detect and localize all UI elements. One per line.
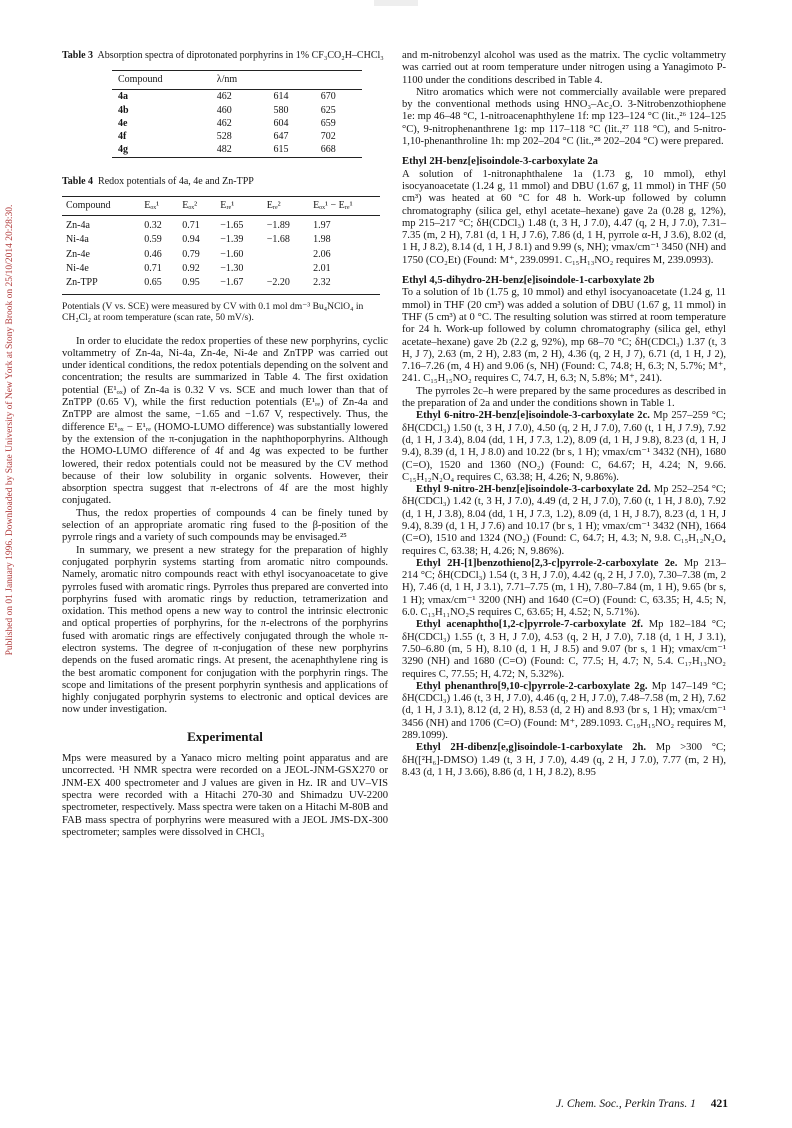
download-notice-text: Published on 01 January 1996. Downloaded by State University of New York at Stony Brook on 25/10/2014 20:28:30. — [5, 204, 15, 656]
table4 — [62, 196, 380, 295]
compound-data: Mp 252–254 °C; δH(CDCl₃) 1.42 (t, 3 H, J 7.0), 4.49 (d, 2 H, J 7.0), 7.60 (t, 1 H, J 8.0), 7.92 (d, 1 H, J 3.8), 8.04 (dd, 1 H, J 7.3, 1.2), 8.09 (d, 1 H, J 8.7), 8.23 (d, 1 H, J 9.4), 8.39 (d, 1 H, J 7.6) and 10.17 (br s, 1 H); νmax/cm⁻¹ 3432 (NH), 1664 (C=O), 1510 and 1324 (NO₂) (Found: C, 64.7; H, 4.3; N, 9.8. C₁₅H₁₂N₂O₄ requires C, 63.38; H, 4.26; N, 9.86%). — [402, 484, 726, 557]
table4-cell: 0.71 — [144, 262, 162, 274]
compound-name: Ethyl phenanthro[9,10-c]pyrrole-2-carboxylate 2g. — [416, 680, 648, 692]
body-paragraph: In summary, we present a new strategy for the preparation of highly conjugated porphyrin systems starting from aromatic nitro compounds. Namely, aromatic nitro compounds react with ethyl isocyanoacetate to give pyrroles fused with aromatic rings. Pyrroles thus prepared are converted into porphyrins fused with aromatic rings by reduction, tetramerization and oxidation. This method opens a new way to control the intrinsic electronic and optical properties of porphyrins, for the π-electrons of the porphyrins fused with aromatic rings are effectively conjugated through the whole π-electron systems. The degree of π-conjugation of these new porphyrins depends on the fused aromatic rings. At present, the acenaphthylene ring is the best aromatic component for conjugation with the porphyrin rings. The scope and limitations of the present porphyrin synthesis and applications of highly conjugated porphyrin systems to electronic and optical devices are now under investigation. — [62, 544, 388, 716]
compound-data: Mp 257–259 °C; δH(CDCl₃) 1.50 (t, 3 H, J 7.0), 4.50 (q, 2 H, J 7.0), 7.60 (t, 1 H, J 7.9), 7.92 (d, 1 H, J 3.4), 8.04 (dd, 1 H, J 7.3, 1.2), 8.09 (d, 1 H, J 9.8), 8.23 (d, 1 H, J 9.4), 8.39 (d, 1 H, J 8.0) and 10.22 (br s, 1 H); νmax/cm⁻¹ 3432 (NH), 1680 (C=O), 1520 and 1360 (NO₂) (Found: C, 64.67; H, 4.24; N, 9.66. C₁₅H₁₂N₂O₄ requires C, 63.38; H, 4.26; N, 9.86%). — [402, 410, 726, 483]
table3-cell: 460 — [216, 104, 232, 116]
table4-compound: Ni-4e — [66, 262, 89, 274]
download-notice — [3, 200, 17, 660]
section-text-2a: A solution of 1-nitronaphthalene 1a (1.73 g, 10 mmol), ethyl isocyanoacetate (1.24 g, 11 mmol) and DBU (1.67 g, 11 mmol) in THF (50 cm³) was heated at 60 °C for 48 h. Work-up followed by column chromatography (silica gel, ethyl acetate–hexane) gave 2a (0.28 g, 12%), mp 215–217 °C; δH(CDCl₃) 1.48 (t, 3 H, J 7.0), 4.47 (q, 2 H, J 7.0), 7.31–7.35 (m, 2 H), 7.81 (d, 1 H, J 7.6), 7.86 (d, 1 H, pyrrole α-H, J 3.6), 8.02 (d, 1 H, J 8.2), 8.14 (d, 1 H, J 8.1) and 9.99 (s, NH); νmax/cm⁻¹ 3450 (NH) and 1750 (CO₂Et) (Found: M⁺, 239.0991. C₁₅H₁₃NO₂ requires M, 239.0993). — [402, 168, 726, 266]
table4-cell: −2.20 — [266, 277, 290, 289]
section-text-2b-note: The pyrroles 2c–h were prepared by the same procedures as described in the preparation of 2a and under the conditions shown in Table 1. — [402, 385, 726, 410]
table4-cell — [263, 248, 309, 262]
table3-row — [112, 104, 362, 117]
table3-cell: 702 — [320, 131, 336, 143]
section-heading-2a: Ethyl 2H-benz[e]isoindole-3-carboxylate 2a — [402, 156, 598, 168]
table3-header-cell — [315, 71, 362, 90]
compound-paragraph — [402, 681, 726, 742]
table4-compound: Zn-4a — [66, 220, 90, 232]
table4-header-cell: Eₒₓ¹ — [144, 199, 160, 211]
table3-compound: 4a — [118, 91, 128, 103]
table4-cell: 0.59 — [144, 234, 162, 246]
right-column — [402, 50, 726, 779]
compound-paragraph — [402, 742, 726, 779]
table4-header-cell: Compound — [66, 199, 111, 211]
table4-cell: −1.65 — [220, 220, 244, 232]
table4-cell: 0.32 — [144, 220, 162, 232]
table4-cell: −1.60 — [220, 248, 244, 260]
table4-cell: 0.95 — [182, 277, 200, 289]
compound-paragraph — [402, 558, 726, 619]
table4-header-cell: Eᵣₑ² — [266, 199, 281, 211]
compound-paragraph — [402, 410, 726, 484]
table3-cell: 604 — [273, 117, 289, 129]
compound-name: Ethyl acenaphtho[1,2-c]pyrrole-7-carboxylate 2f. — [416, 619, 644, 631]
table4-cell: −1.68 — [266, 234, 290, 246]
table3-compound: 4e — [118, 117, 128, 129]
top-edge-mark — [374, 0, 418, 6]
compound-data: Mp 213–214 °C; δH(CDCl₃) 1.54 (t, 3 H, J 7.0), 4.42 (q, 2 H, J 7.0), 7.30–7.38 (m, 2 H), 7.46 (d, 1 H, J 3.1), 7.71–7.75 (m, 1 H), 7.80–7.84 (m, 1 H), 9.65 (br s, 1 H); νmax/cm⁻¹ 3200 (NH) and 1640 (C=O) (Found: C, 63.35; H, 4.5; N, 6.0. C₁₃H₁₁NO₂S requires C, 63.65; H, 4.52; N, 5.71%). — [402, 557, 726, 619]
table3-header-cell — [267, 71, 314, 90]
table3-cell: 580 — [273, 104, 289, 116]
journal-name: J. Chem. Soc., Perkin Trans. 1 — [555, 1098, 696, 1110]
table4-cell: 0.79 — [182, 248, 200, 260]
table3-cell: 462 — [216, 91, 232, 103]
table4-cell: 2.32 — [313, 277, 331, 289]
table4-cell: 1.98 — [313, 234, 331, 246]
table4-cell: −1.39 — [220, 234, 244, 246]
compound-name: Ethyl 6-nitro-2H-benz[e]isoindole-3-carboxylate 2c. — [416, 410, 650, 422]
table4-compound: Zn-TPP — [66, 277, 98, 289]
table3-row — [112, 90, 362, 104]
compound-name: Ethyl 9-nitro-2H-benz[e]isoindole-3-carboxylate 2d. — [416, 484, 651, 496]
table3-cell: 625 — [320, 104, 336, 116]
table4-row — [62, 262, 380, 276]
table3-header-cell: λ/nm — [216, 74, 238, 85]
table4-cell: −1.89 — [266, 220, 290, 232]
table3-caption: Table 3 Absorption spectra of diprotonated porphyrins in 1% CF₃CO₂H–CHCl₃ — [62, 50, 384, 61]
table3-row — [112, 143, 362, 157]
table4-compound: Zn-4e — [66, 248, 90, 260]
table3-cell: 462 — [216, 117, 232, 129]
body-paragraph: In order to elucidate the redox properties of these new porphyrins, cyclic voltammetry of Zn-4a, Ni-4a, Zn-4e, Ni-4e and ZnTPP was carried out under identical conditions, the redox potentials depending on the solvent and concentration; the results are summarized in Table 4. The first oxidation potential (E¹ₒₓ) of Zn-4a is 0.32 V vs. SCE and much lower than that of ZnTPP (0.65 V), while the first reduction potentials (E¹ᵣₑ) of Zn-4a and ZnTPP are almost the same, −1.65 and −1.67 V, respectively. Thus, the difference E¹ₒₓ − E¹ᵣₑ (HOMO-LUMO difference) was substantially lowered by the extension of the π-conjugation in the naphthoporphyrins. Although the HOMO-LUMO difference of 4f and 4g was expected to be further lowered, their redox potentials could not be measured by the CV method because of their low solubility in organic solvents. However, their absorption spectra suggest that π-electrons of 4f are the most highly conjugated. — [62, 335, 388, 507]
table3 — [112, 70, 362, 158]
table4-header-cell: Eᵣₑ¹ — [220, 199, 235, 211]
body-paragraph: Nitro aromatics which were not commercially available were prepared by the conventional methods using HNO₃–Ac₂O. 3-Nitrobenzothiophene 1e: mp 46–48 °C, 1-nitroacenaphthylene 1f: mp 123–124 °C (lit.,²⁶ 124–125 °C), 9-nitrophenanthrene 1g: mp 117–118 °C (lit.,²⁷ 118 °C), and 5-nitro-1,10-phenanthroline 1h: mp 202–204 °C (lit.,²⁸ 202–204 °C) were prepared. — [402, 86, 726, 148]
table4-row — [62, 233, 380, 247]
table4-cell: 0.71 — [182, 220, 200, 232]
table4-compound: Ni-4a — [66, 234, 89, 246]
compound-name: Ethyl 2H-dibenz[e,g]isoindole-1-carboxylate 2h. — [416, 742, 647, 754]
compound-data: Mp 147–149 °C; δH(CDCl₃) 1.46 (t, 3 H, J 7.0), 4.46 (q, 2 H, J 7.0), 7.48–7.58 (m, 2 H), 7.62 (d, 1 H, J 3.1), 8.12 (d, 2 H), 8.53 (d, 2 H) and 8.93 (br s, 1 H); νmax/cm⁻¹ 3456 (NH) and 1706 (C=O) (Found: M⁺, 289.1093. C₁₉H₁₅NO₂ requires M, 289.1099). — [402, 680, 727, 742]
table4-row — [62, 248, 380, 262]
table3-cell: 614 — [273, 91, 289, 103]
table3-cell: 482 — [216, 144, 232, 156]
page-number: 421 — [710, 1098, 728, 1110]
table4-row — [62, 216, 380, 234]
table3-cell: 615 — [273, 144, 289, 156]
table4-cell: −1.67 — [220, 277, 244, 289]
section-text-2b: To a solution of 1b (1.75 g, 10 mmol) and ethyl isocyanoacetate (1.24 g, 11 mmol) in THF (20 cm³) was added a solution of DBU (1.67 g, 11 mmol) in THF (5 cm³) at 0 °C. The resulting solution was stirred at room temperature for 24 h. Work-up followed by column chromatography (silica gel, ethyl acetate–hexane) gave 2b (2.2 g, 92%), mp 68–70 °C; δH(CDCl₃) 1.37 (t, 3 H, J 7), 2.63 (m, 2 H), 2.83 (m, 2 H), 4.36 (q, 2 H, J 7), 6.71 (d, 1 H, J 2), 7.16–7.26 (m, 4 H) and 9.06 (s, NH) (Found: C, 74.8; H, 6.3; N, 5.7%; M⁺, 241. C₁₅H₁₅NO₂ requires C, 74.7, H, 6.3; N, 5.8%; M⁺, 241). — [402, 287, 726, 385]
table3-cell: 528 — [216, 131, 232, 143]
compound-list — [402, 410, 726, 779]
table3-cell: 668 — [320, 144, 336, 156]
section-heading-2b: Ethyl 4,5-dihydro-2H-benz[e]isoindole-1-carboxylate 2b — [402, 275, 655, 287]
compound-paragraph — [402, 619, 726, 680]
left-column — [62, 50, 388, 839]
table4-cell: 0.65 — [144, 277, 162, 289]
body-paragraph: and m-nitrobenzyl alcohol was used as the matrix. The cyclic voltammetry was carried out at room temperature under nitrogen using a Yanagimoto P-1100 under the conditions described in Table 4. — [402, 50, 726, 86]
table4-cell: 1.97 — [313, 220, 331, 232]
table4-cell: 2.01 — [313, 262, 331, 274]
table3-row — [112, 117, 362, 130]
table4-header-cell: Eₒₓ² — [182, 199, 198, 211]
table4-cell: −1.30 — [220, 262, 244, 274]
table4-header-cell: Eₒₓ¹ − Eᵣₑ¹ — [313, 199, 353, 211]
table3-compound: 4b — [118, 104, 129, 116]
table4-note: Potentials (V vs. SCE) were measured by CV with 0.1 mol dm⁻³ Bu₄NClO₄ in CH₂Cl₂ at room temperature (scan rate, 50 mV/s). — [62, 300, 364, 324]
table4-cell: 2.06 — [313, 248, 331, 260]
table3-cell: 659 — [320, 117, 336, 129]
table3-header-cell: Compound — [118, 74, 163, 85]
page-footer — [500, 1098, 728, 1110]
table4-cell: 0.94 — [182, 234, 200, 246]
compound-paragraph — [402, 484, 726, 558]
table3-compound: 4f — [118, 131, 127, 143]
table3-compound: 4g — [118, 144, 128, 156]
experimental-heading: Experimental — [187, 728, 263, 744]
table4-caption: Table 4 Redox potentials of 4a, 4e and Zn-TPP — [62, 175, 254, 187]
body-paragraph: Thus, the redox properties of compounds 4 can be finely tuned by selection of an appropriate aromatic ring fused to the β-position of the pyrrole rings and a variety of such compounds may be envisaged.²⁵ — [62, 507, 388, 544]
compound-name: Ethyl 2H-[1]benzothieno[2,3-c]pyrrole-2-carboxylate 2e. — [416, 557, 678, 569]
table3-cell: 670 — [320, 91, 336, 103]
experimental-text: Mps were measured by a Yanaco micro melting point apparatus and are uncorrected. ¹H NMR spectra were recorded on a JEOL-JNM-GSX270 or JNM-EX 400 spectrometer and J values are given in Hz. IR and UV–VIS spectra were recorded with a Hitachi 270-30 and Shimadzu UV-2200 spectrometer, respectively. Mass spectra were taken on a Hitachi M-80B and FAB mass spectra of porphyrins were measured with a JEOL JMS-DX-300 spectrometer; samples were dissolved in CHCl₃ — [62, 753, 388, 838]
table4-cell: 0.92 — [182, 262, 200, 274]
compound-data: Mp >300 °C; δH([²H₆]-DMSO) 1.49 (t, 3 H, J 7.0), 4.49 (q, 2 H, J 7.0), 7.77 (m, 2 H), 8.43 (d, 1 H, J 3.66), 8.86 (d, 1 H, J 8.2), 8.95 — [402, 742, 726, 778]
table3-row — [112, 130, 362, 143]
table3-cell: 647 — [273, 131, 289, 143]
table4-cell — [263, 262, 309, 276]
compound-data: Mp 182–184 °C; δH(CDCl₃) 1.55 (t, 3 H, J 7.0), 4.53 (q, 2 H, J 7.0), 7.18 (d, 1 H, J 3.1), 7.50–6.80 (m, 5 H), 8.10 (d, 1 H, J 8.5) and 9.07 (br s, 1 H); νmax/cm⁻¹ 3290 (NH) and 1680 (C=O) (Found: C, 77.5; H, 4.7; N, 5.4. C₁₇H₁₃NO₂ requires C, 77.55; H, 4.72; N, 5.32%). — [402, 619, 726, 680]
table4-row — [62, 276, 380, 294]
table4-cell: 0.46 — [144, 248, 162, 260]
